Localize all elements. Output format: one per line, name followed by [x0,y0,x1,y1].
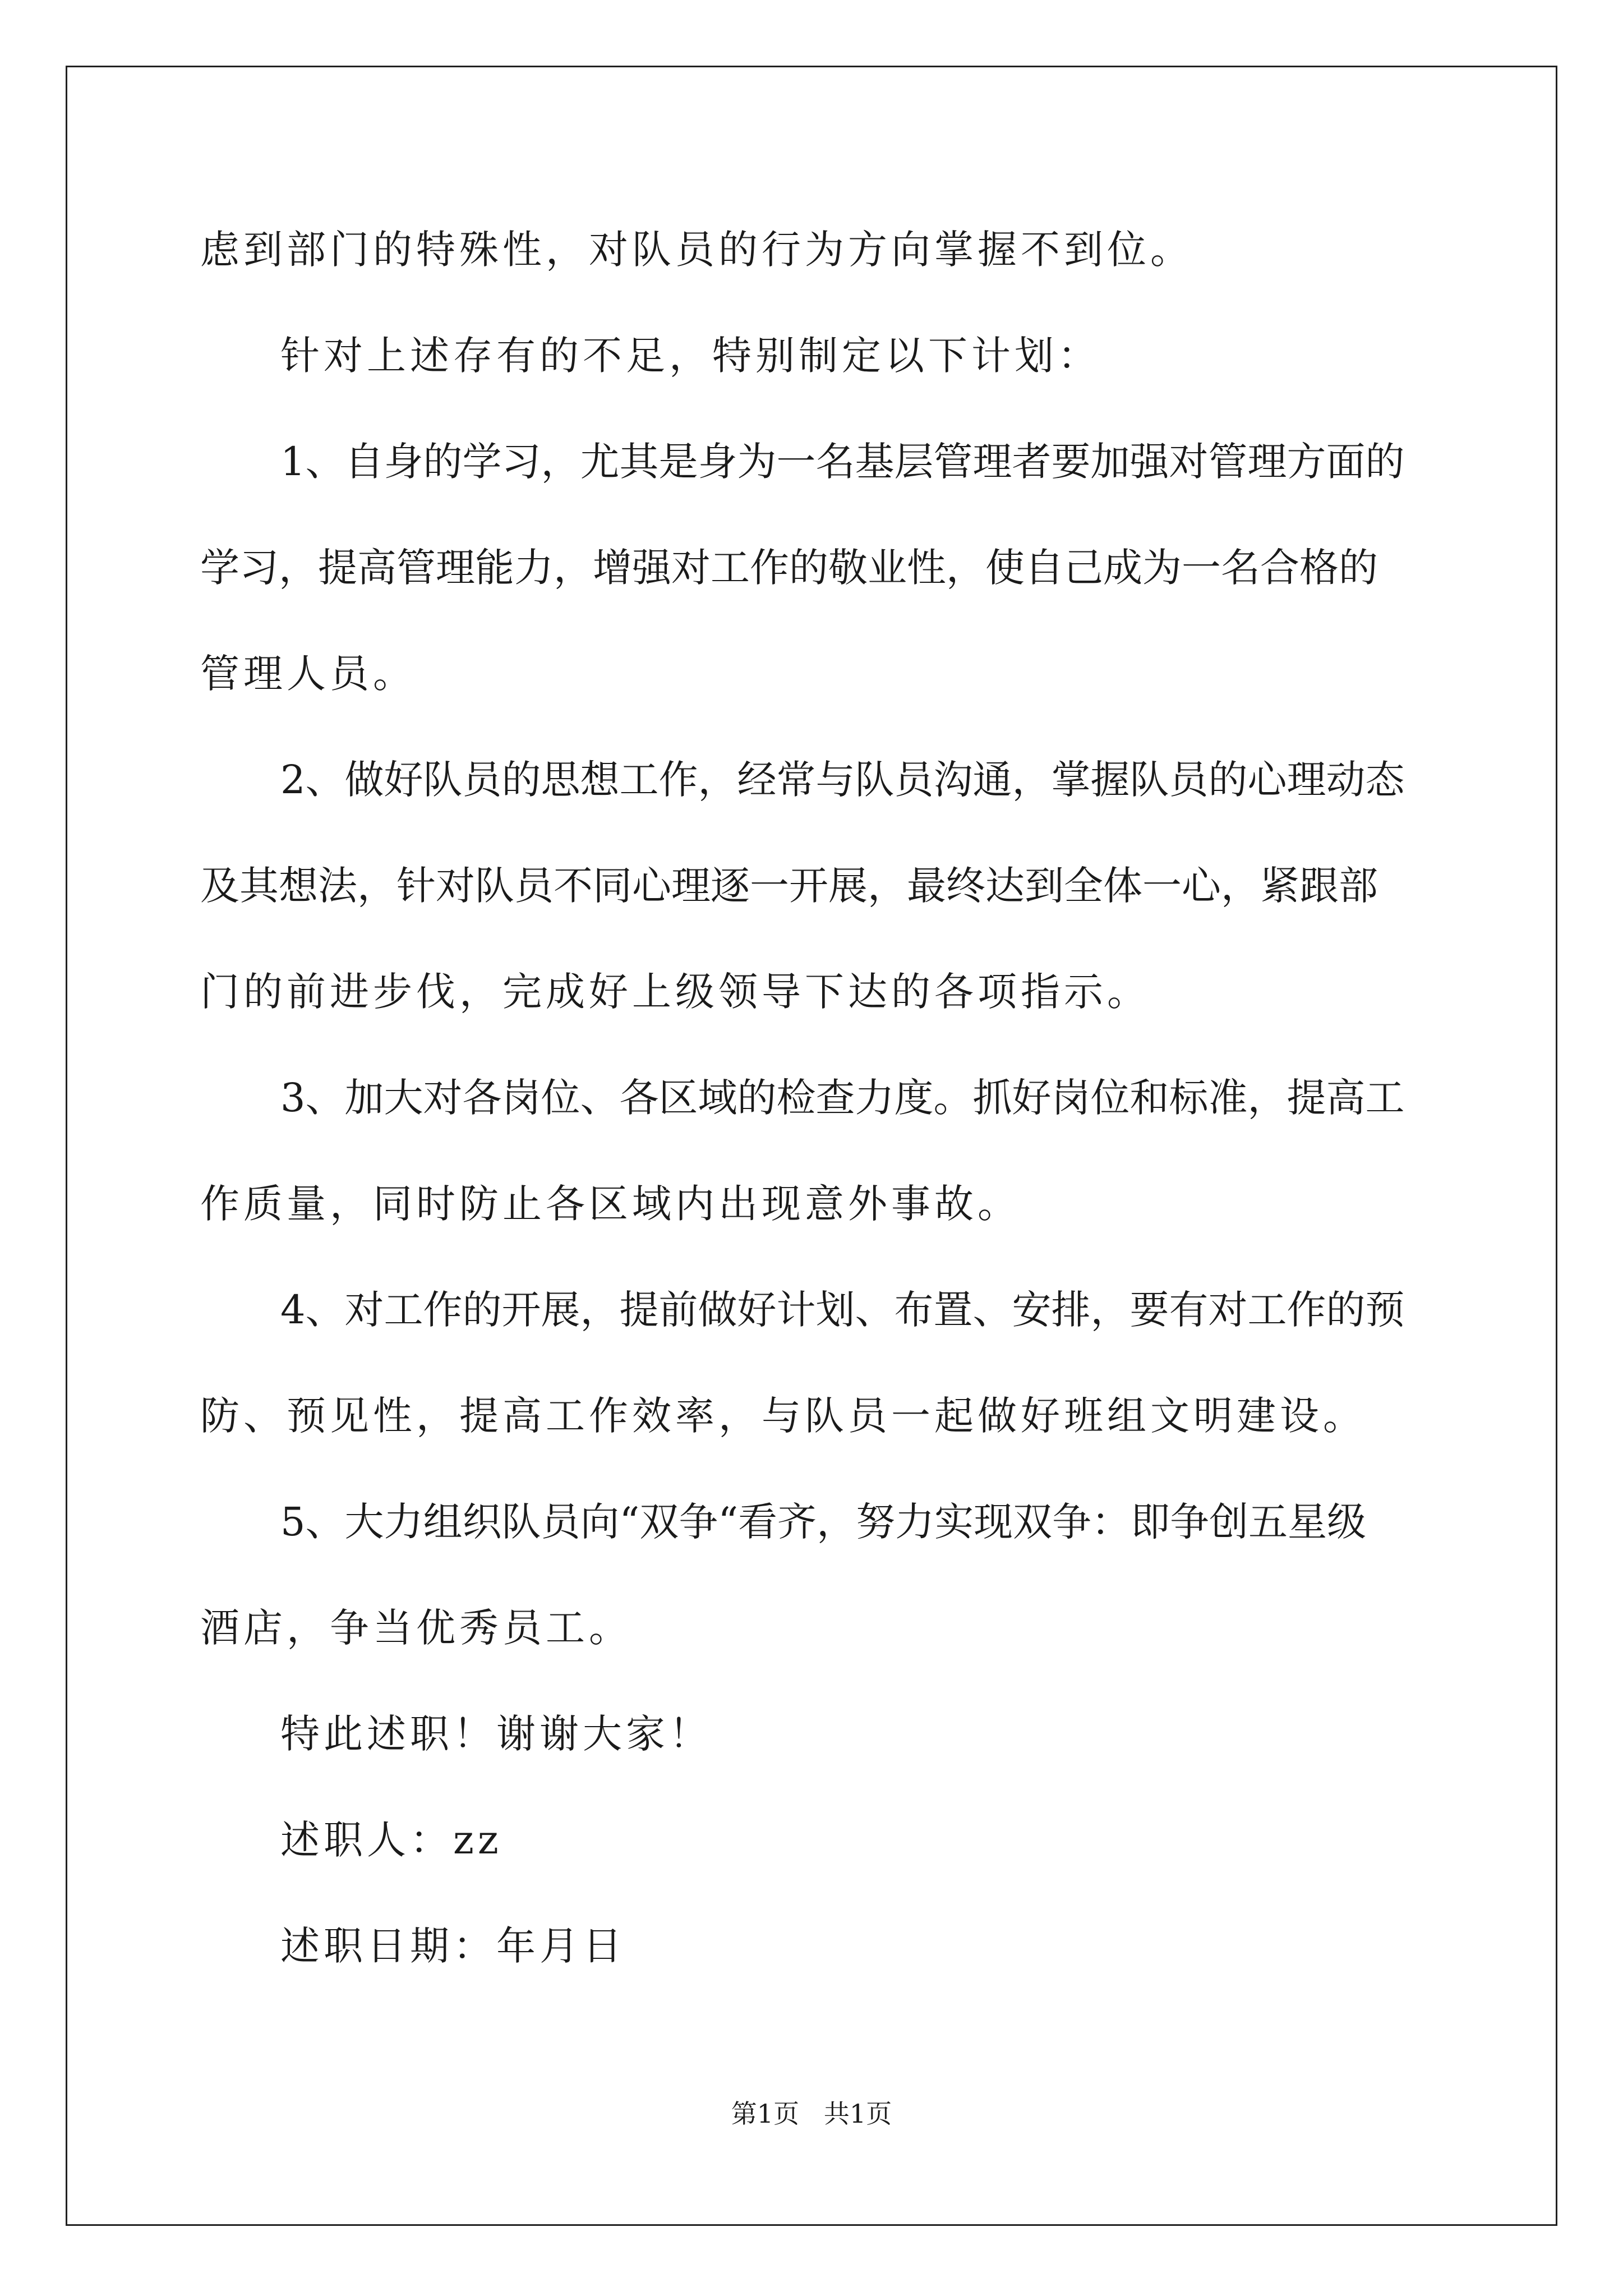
body-line: 4、对工作的开展，提前做好计划、布置、安排，要有对工作的预 [280,1287,1405,1333]
date-line: 述职日期：年月日 [280,1923,626,1969]
body-line: 酒店，争当优秀员工。 [200,1605,632,1651]
body-line: 作质量，同时防止各区域内出现意外事故。 [200,1181,1021,1227]
page-border [66,66,1557,2226]
body-line: 虑到部门的特殊性，对队员的行为方向掌握不到位。 [200,227,1193,273]
body-line: 门的前进步伐，完成好上级领导下达的各项指示。 [200,969,1150,1015]
body-line: 2、做好队员的思想工作，经常与队员沟通，掌握队员的心理动态 [280,757,1405,803]
body-line: 管理人员。 [200,651,416,697]
page-number-footer: 第1页 共1页 [731,2099,892,2129]
body-line: 1、自身的学习，尤其是身为一名基层管理者要加强对管理方面的 [280,439,1405,485]
body-line: 及其想法，针对队员不同心理逐一开展，最终达到全体一心，紧跟部 [200,863,1378,909]
body-line: 5、大力组织队员向“双争“看齐，努力实现双争：即争创五星级 [280,1499,1367,1545]
signatory-line: 述职人：zz [280,1817,502,1863]
closing-line: 特此述职！谢谢大家！ [280,1711,712,1757]
body-line: 防、预见性，提高工作效率，与队员一起做好班组文明建设。 [200,1393,1366,1439]
body-line: 学习，提高管理能力，增强对工作的敬业性，使自己成为一名合格的 [200,545,1378,591]
body-line: 针对上述存有的不足，特别制定以下计划： [280,333,1101,379]
body-line: 3、加大对各岗位、各区域的检查力度。抓好岗位和标准，提高工 [280,1075,1405,1121]
